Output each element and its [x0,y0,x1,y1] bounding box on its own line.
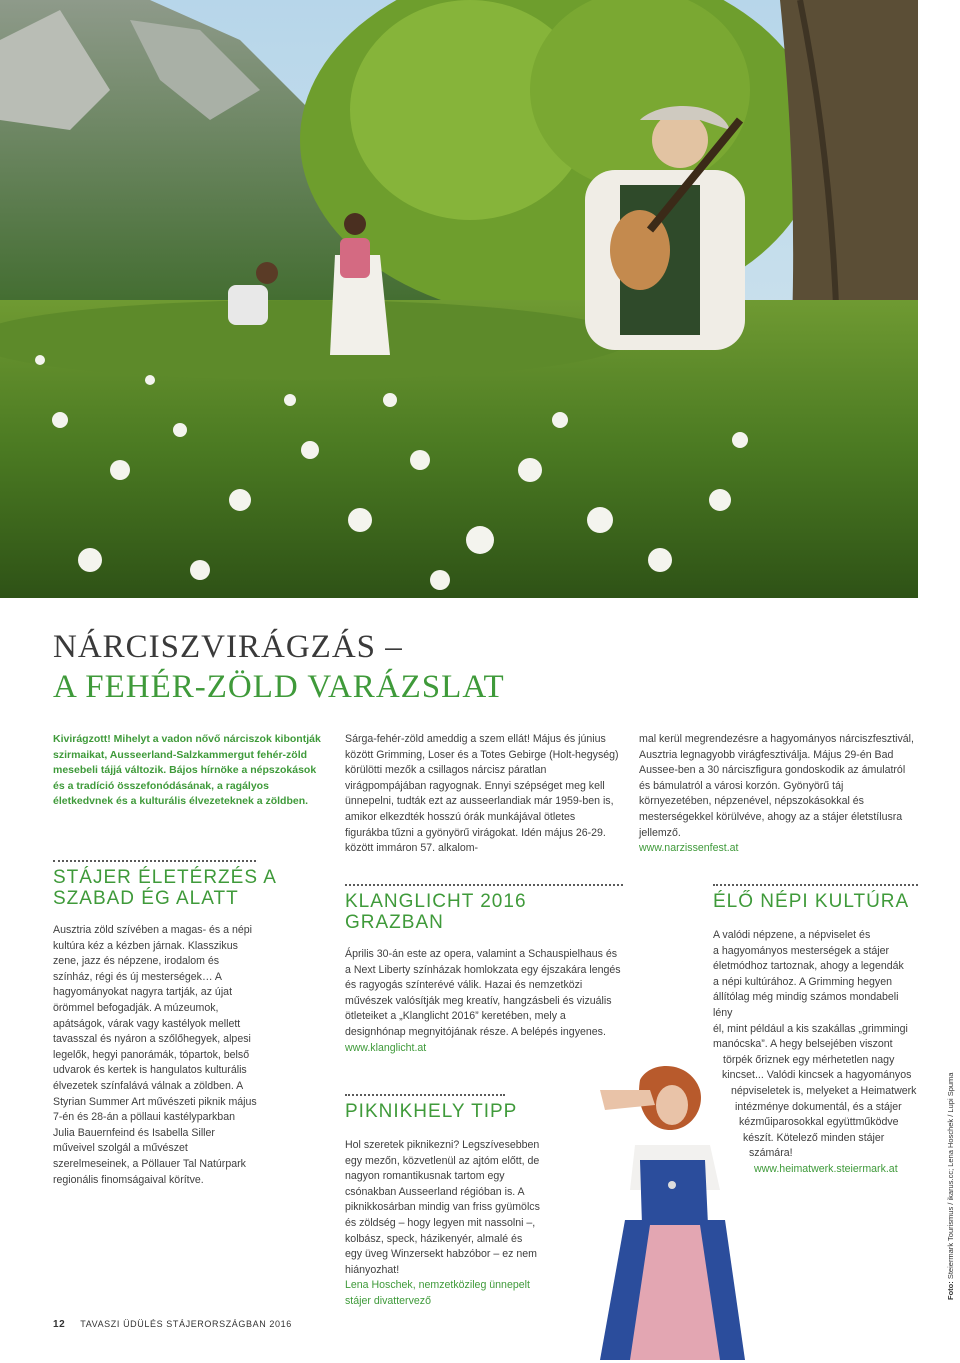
page-number: 12 [53,1319,66,1330]
section-divider [713,884,918,886]
elo-line: készít. Kötelező minden stájer [743,1131,885,1144]
elo-line: kincset... Valódi kincsek a hagyományos [722,1069,912,1082]
page-footer [53,1319,292,1330]
elo-line: számára! [749,1147,793,1160]
elo-line: a hagyományos mesterségek a stájer [713,944,890,957]
stajer-title-line-1: STÁJER ÉLETÉRZÉS A [53,867,277,888]
intro-column-3 [639,732,914,857]
intro-column-3-text: mal kerül megrendezésre a hagyományos nárciszfesztivál, Ausztria legnagyobb virágfesztiválja. Május 29-én Bad Aussee-ben a 30 nárciszfigura gondoskodik az ámulatról és bámulatról a városi korzón. Gyönyörű táj környezetében, népzenével, népszokásokkal és mesterségekkel körülvéve, ahogy az a stájer életstílusra jellemző. [639,733,914,839]
piknik-text: Hol szeretek piknikezni? Legszívesebben egy mezőn, közvetlenül az ajtóm előtt, de nagyon romantikusnak tartom egy csónakban Ausseerland régióban is. A piknikkosárban mindig van friss gyümölcs és zöldség – hogy legyen mit nassolni –, kolbász, speck, házikenyér, almalé és egy üveg Winzersekt habzóbor – ez nem hiányozhat! [345,1139,540,1276]
heimatwerk-link[interactable]: www.heimatwerk.steiermark.at [754,1162,898,1175]
klanglicht-title [345,891,527,933]
stajer-body: Ausztria zöld szívében a magas- és a népi kultúra kéz a kézben járnak. Klasszikus zene, jazz és népzene, irodalom és színház, régi és új mesterségek… A hagyományokat nagyra tartják, az újat örömmel befogadják. A múzeumok, apátságok, várak vagy kastélyok mellett tavasszal és nyáron a szőlőhegyek, alpesi legelők, hegyi panorámák, tópartok, belső udvarok és kertek is hangulatos kulturális élvezetek színfalává válnak a zöldben. A Styrian Summer Art művészeti piknik május 7-én és 28-án a pöllaui kastélyparkban Julia Bauernfeind és Isabella Siller műveivel szolgál a művészet szerelmeseinek, a Pöllauer Tal Natúrpark regionális finomságaival körítve. [53,924,257,1186]
elo-line: A valódi népzene, a népviselet és [713,929,871,941]
publication-title: TAVASZI ÜDÜLÉS STÁJERORSZÁGBAN 2016 [80,1319,292,1329]
elo-line: törpék őriznek egy mérhetetlen nagy [723,1053,895,1066]
klanglicht-title-line-1: KLANGLICHT 2016 [345,891,527,912]
elo-line: kézműiparosokkal együttműködve [739,1116,899,1129]
photo-credit [946,1073,955,1300]
elo-line: él, mint például a kis szakállas „grimmingi [713,1022,908,1035]
headline-line-1: NÁRCISZVIRÁGZÁS – [53,629,403,665]
elo-line: a népi kultúrához. A Grimming hegyen [713,975,893,988]
elo-line: manócska”. A hegy belsejében viszont [713,1038,893,1051]
klanglicht-link[interactable]: www.klanglicht.at [345,1041,427,1054]
narzissenfest-link[interactable]: www.narzissenfest.at [639,842,739,855]
klanglicht-body [345,947,625,1056]
headline-line-2: A FEHÉR-ZÖLD VARÁZSLAT [53,669,505,705]
section-divider [345,1094,505,1096]
elo-line: intézménye dokumentál, és a stájer [735,1100,902,1113]
section-divider [53,860,256,862]
intro-column-2: Sárga-fehér-zöld ameddig a szem ellát! Május és június között Grimming, Loser és a Totes Gebirge (Holt-hegység) körülötti mezők a csillagos nárcisz páratlan virágpompájában ragyognak. Ennyi szépséget meg kell ünnepelni, tudták ezt az ausseerlandiak már 1959-ben is, amikor elkezdték hosszú órák munkájával ötletes figurákba tűzni a gyönyörű virágokat. Idén május 26-29. között immáron 57. alkalom- [345,733,619,855]
photo-credit-text: Steiermark Tourismus / ikarus.cc; Lena Hoschek / Lupi Spuma [946,1072,955,1280]
elo-title: ÉLŐ NÉPI KULTÚRA [713,891,910,912]
stajer-title [53,867,277,909]
piknik-body [345,1138,540,1310]
piknik-title: PIKNIKHELY TIPP [345,1101,518,1122]
piknik-signature: Lena Hoschek, nemzetközileg ünnepelt stájer divattervező [345,1279,530,1307]
elo-line: életmódhoz tartoznak, ahogy a legendák [713,960,904,973]
hero-photo [0,0,918,598]
intro-lead: Kivirágzott! Mihelyt a vadon nővő nárciszok kibontják szirmaikat, Ausseerland-Salzkammergut fehér-zöld mesebeli tájjá változik. Bájos hírnöke a népszokások és a tradíció összefonódásának, a ragályos életkedvnek és a kulturális élvezeteknek a zöldben. [53,733,321,808]
elo-line: állítólag még mindig számos mondabeli lény [713,991,899,1019]
elo-line: népviseletek is, melyeket a Heimatwerk [731,1084,917,1097]
stajer-title-line-2: SZABAD ÉG ALATT [53,888,239,909]
klanglicht-title-line-2: GRAZBAN [345,912,444,933]
photo-credit-label: Foto: [946,1281,955,1300]
klanglicht-text: Április 30-án este az opera, valamint a Schauspielhaus és a Next Liberty színházak homlokzata egy éjszakára lengés és ragyogás színterévé válik. Hazai és nemzetközi művészek valósítják meg kreatív, hangzásbeli és vizuális ötleteiket a „Klanglicht 2016” keretében, mely a designhónap megnyitójának része. A belépés ingyenes. [345,948,621,1038]
section-divider [345,884,623,886]
elo-body [658,928,920,1178]
